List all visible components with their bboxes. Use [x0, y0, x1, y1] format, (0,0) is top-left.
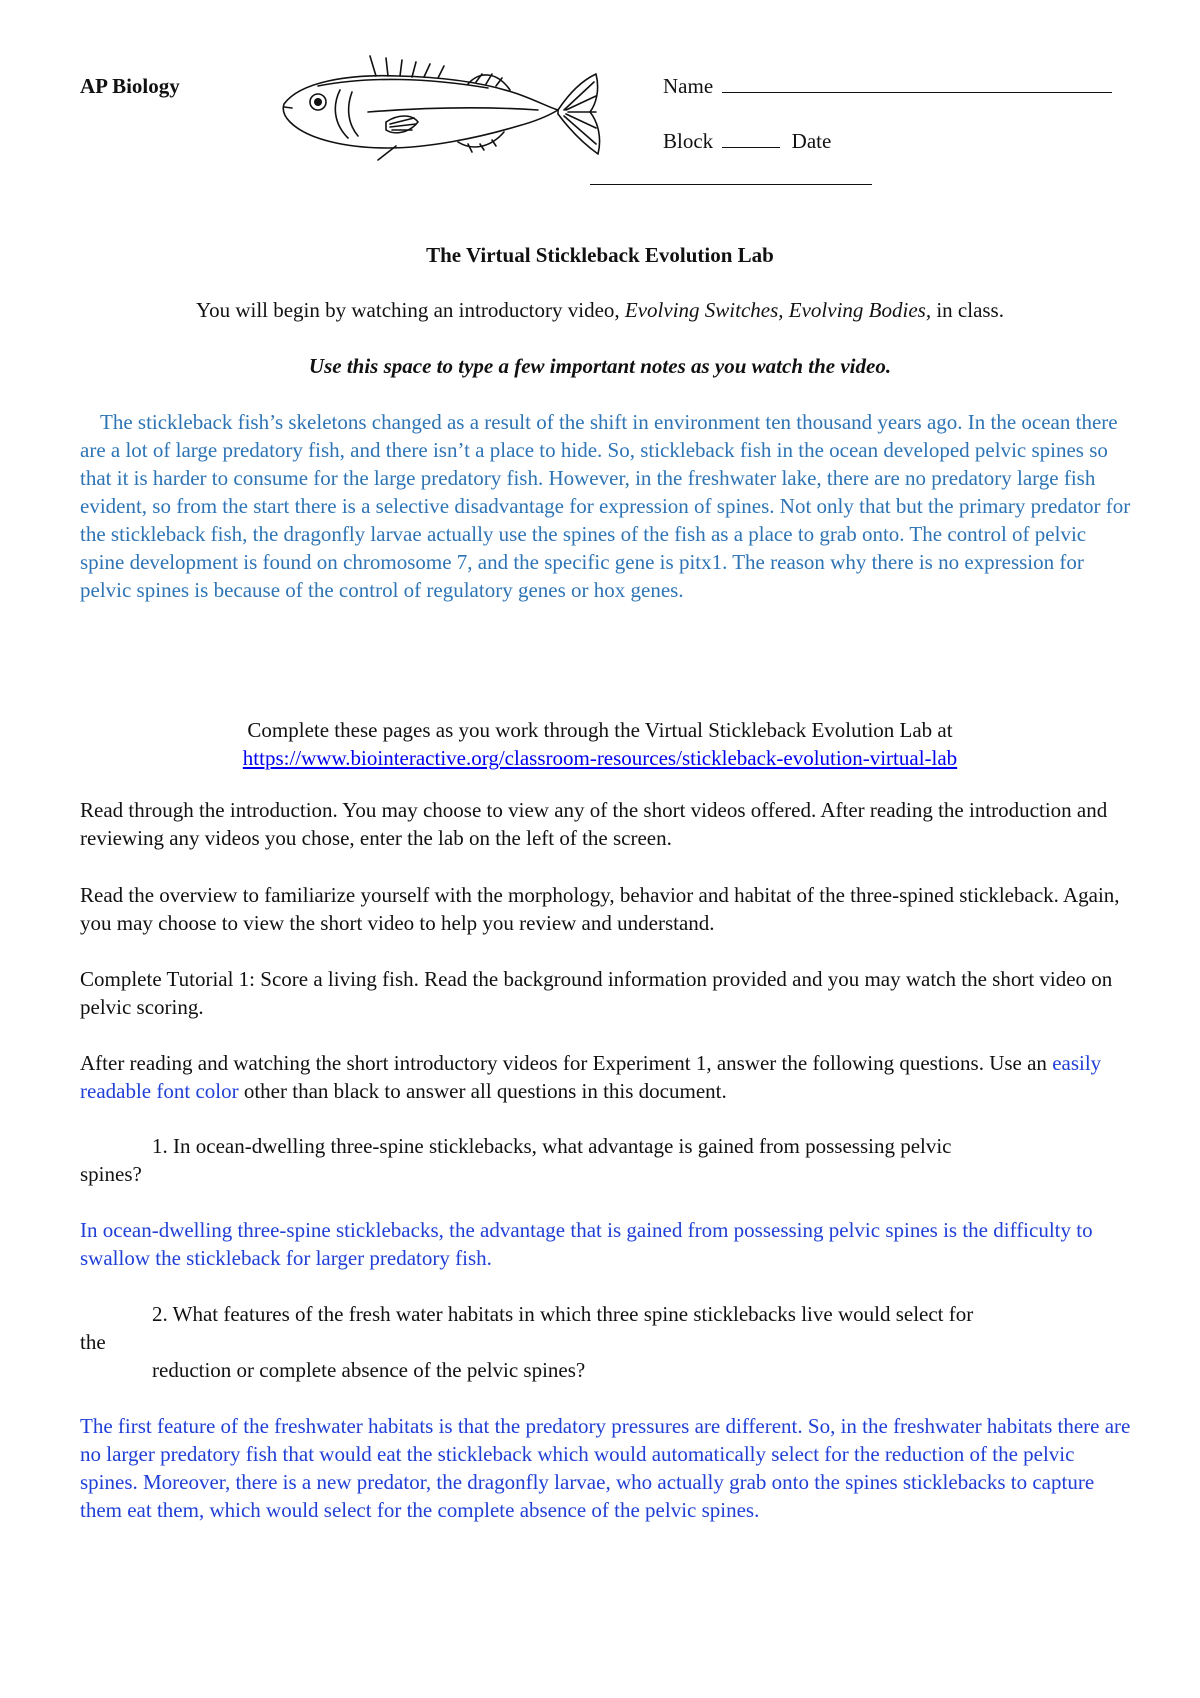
question-2-line3: reduction or complete absence of the pelvic spines?	[152, 1358, 586, 1382]
name-blank[interactable]	[722, 91, 1112, 93]
instruction-tutorial: Complete Tutorial 1: Score a living fish. Read the background information provided and you may watch the short video on pelvic scoring.	[80, 967, 1113, 1019]
instruction-overview: Read the overview to familiarize yourself with the morphology, behavior and habitat of the three-spined stickleback. Again, you may choose to view the short video to help you review and understand.	[80, 883, 1120, 935]
experiment-instruction-after: other than black to answer all questions in this document.	[243, 1079, 727, 1103]
page-title: The Virtual Stickleback Evolution Lab	[426, 243, 774, 267]
question-2-line2: the	[80, 1330, 106, 1354]
date-label: Date	[791, 129, 832, 153]
stickleback-fish-illustration	[278, 52, 630, 168]
experiment-instruction	[80, 1049, 1132, 1105]
video-notes[interactable]: The stickleback fish’s skeletons changed as a result of the shift in environment ten thousand years ago. In the ocean there are a lot of large predatory fish, and there isn’t a place to hide. So, stickleback fish in the ocean developed pelvic spines so that it is harder to consume for the large predatory fish. However, in the freshwater lake, there are no predatory large fish evident, so from the start there is a selective disadvantage for expression of spines. Not only that but the primary predator for the stickleback fish, the dragonfly larvae actually use the spines of the fish as a place to grab onto. The control of pelvic spine development is found on chromosome 7, and the specific gene is pitx1. The reason why there is no expression for pelvic spines is because of the control of regulatory genes or hox genes.	[80, 410, 1131, 602]
question-1-line2: spines?	[80, 1162, 142, 1186]
intro-line	[0, 298, 1200, 323]
name-field[interactable]	[663, 74, 1112, 99]
instruction-introduction: Read through the introduction. You may choose to view any of the short videos offered. After reading the introduction and reviewing any videos you chose, enter the lab on the left of the screen.	[80, 798, 1108, 850]
question-2-line1: 2. What features of the fresh water habitats in which three spine sticklebacks live would select for	[152, 1302, 974, 1326]
question-1	[80, 1132, 1132, 1188]
answer-1[interactable]: In ocean-dwelling three-spine sticklebacks, the advantage that is gained from possessing pelvic spines is the difficulty to swallow the stickleback for larger predatory fish.	[80, 1218, 1093, 1270]
block-date-fields	[663, 129, 831, 154]
video-title: Evolving Switches, Evolving Bodies,	[624, 298, 932, 322]
font-color-highlight: easily readable font color	[80, 1051, 1102, 1103]
block-blank[interactable]	[722, 146, 780, 148]
experiment-instruction-before: After reading and watching the short introductory videos for Experiment 1, answer the following questions. Use an	[80, 1051, 1047, 1075]
intro-before: You will begin by watching an introductory video,	[196, 298, 620, 322]
intro-after: in class.	[936, 298, 1004, 322]
lab-url-link[interactable]: https://www.biointeractive.org/classroom-resources/stickleback-evolution-virtual-lab	[242, 746, 958, 770]
name-label: Name	[663, 74, 714, 98]
notes-instruction: Use this space to type a few important notes as you watch the video.	[308, 354, 892, 378]
course-label: AP Biology	[80, 74, 180, 98]
complete-instruction: Complete these pages as you work through the Virtual Stickleback Evolution Lab at	[247, 718, 953, 742]
question-2	[80, 1300, 1132, 1384]
date-blank[interactable]	[590, 184, 872, 185]
question-1-line1: 1. In ocean-dwelling three-spine sticklebacks, what advantage is gained from possessing pelvic	[152, 1134, 952, 1158]
lab-link-block	[0, 716, 1200, 772]
answer-2[interactable]: The first feature of the freshwater habitats is that the predatory pressures are different. So, in the freshwater habitats there are no larger predatory fish that would eat the stickleback which would automatically select for the reduction of the pelvic spines. Moreover, there is a new predator, the dragonfly larvae, who actually grab onto the spines sticklebacks to capture them eat them, which would select for the complete absence of the pelvic spines.	[80, 1414, 1131, 1522]
block-label: Block	[663, 129, 714, 153]
